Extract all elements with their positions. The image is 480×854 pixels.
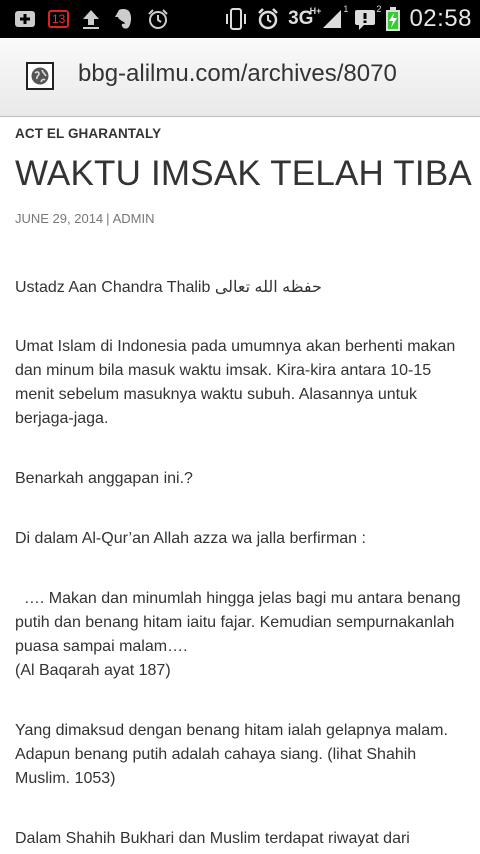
add-notification-icon[interactable] — [14, 0, 36, 38]
article-title: WAKTU IMSAK TELAH TIBA — [15, 154, 472, 193]
clock: 02:58 — [409, 5, 472, 32]
evernote-icon[interactable] — [113, 0, 135, 38]
article-author[interactable]: ADMIN — [112, 211, 155, 226]
paragraph-explanation: Yang dimaksud dengan benang hitam ialah gelapnya malam. Adapun benang putih adalah cahaya siang. (lihat Shahih Muslim. 1053) — [15, 722, 448, 787]
network-type-icon — [288, 0, 322, 38]
status-bar — [0, 0, 480, 38]
alert-sup: 2 — [376, 4, 382, 14]
battery-charging-icon — [385, 0, 401, 38]
url-text[interactable]: bbg-alilmu.com/archives/8070 — [78, 60, 397, 87]
notification-count: 13 — [48, 10, 69, 28]
signal-sup: 1 — [343, 4, 349, 14]
site-favicon-icon — [26, 62, 54, 90]
vibrate-icon — [224, 0, 248, 38]
alarm-icon — [256, 0, 280, 38]
article-meta — [15, 211, 154, 226]
paragraph-question: Benarkah anggapan ini.? — [15, 470, 193, 487]
paragraph-author-credit: Ustadz Aan Chandra Thalib حفظه الله تعالى — [15, 279, 322, 296]
network-sup: H+ — [309, 6, 322, 16]
article-date[interactable]: JUNE 29, 2014 — [15, 211, 104, 226]
network-type: 3G — [288, 8, 314, 29]
alarm-clock-icon[interactable] — [147, 0, 169, 38]
article-category[interactable]: ACT EL GHARANTALY — [15, 126, 162, 141]
paragraph-hadith-intro: Dalam Shahih Bukhari dan Muslim terdapat riwayat dari — [15, 830, 410, 847]
meta-separator: | — [106, 211, 110, 226]
browser-url-bar[interactable] — [0, 38, 480, 117]
signal-icon — [321, 0, 349, 38]
paragraph-quran-intro: Di dalam Al-Qur’an Allah azza wa jalla berfirman : — [15, 530, 366, 547]
alert-message-icon — [353, 0, 382, 38]
upload-icon[interactable] — [81, 0, 101, 38]
notification-count-icon[interactable] — [48, 0, 69, 38]
paragraph-quran-quote: …. Makan dan minumlah hingga jelas bagi mu antara benang putih dan benang hitam iaitu fajar. Kemudian sempurnakanlah puasa sampai malam…. — [15, 590, 466, 655]
paragraph-quran-reference: (Al Baqarah ayat 187) — [15, 662, 171, 679]
paragraph-intro: Umat Islam di Indonesia pada umumnya akan berhenti makan dan minum bila masuk waktu imsak. Kira-kira antara 10-15 menit sebelum masuknya waktu subuh. Alasannya untuk berjaga-jaga. — [15, 338, 456, 427]
